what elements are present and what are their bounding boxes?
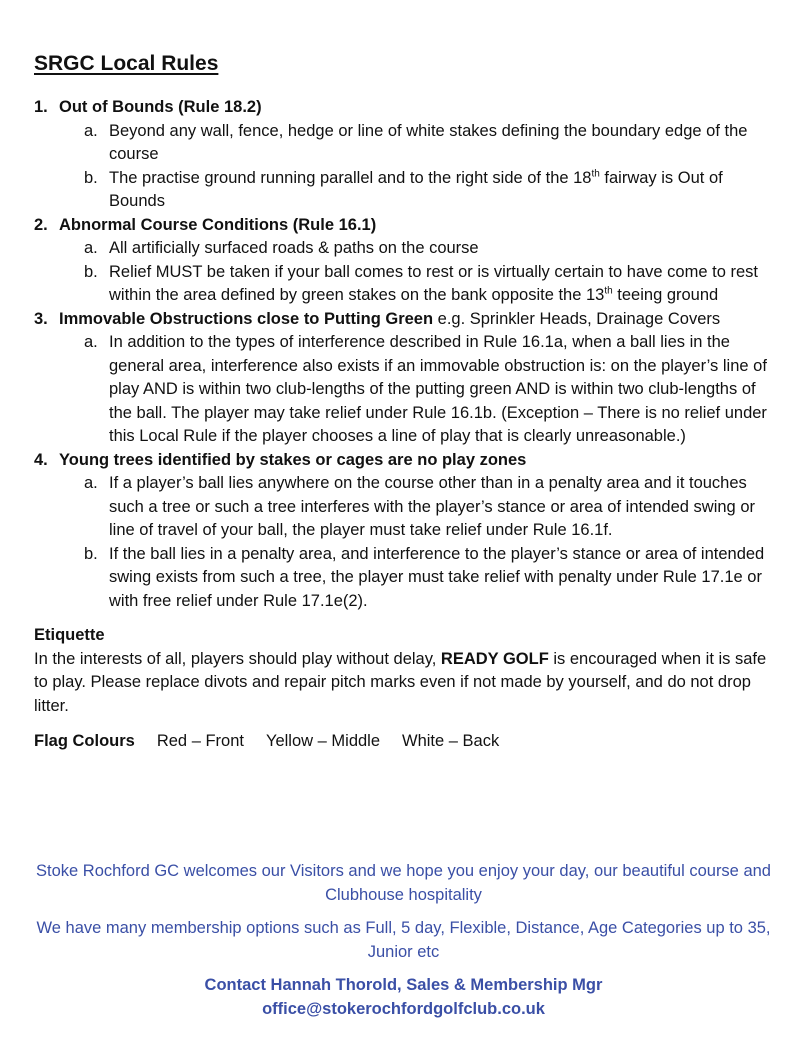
rule-title: Immovable Obstructions close to Putting Green e.g. Sprinkler Heads, Drainage Covers [59,309,721,328]
flag-colour-yellow: Yellow – Middle [265,732,381,750]
rule-number: 3. [34,309,48,328]
rule-title: Out of Bounds (Rule 18.2) [59,98,262,116]
sub-letter: a. [84,333,98,351]
sub-item [34,331,777,449]
rule-item [34,214,777,308]
sub-item [34,472,777,543]
rule-number: 4. [34,450,48,469]
page-title: SRGC Local Rules [34,52,219,75]
sub-letter: b. [84,168,98,187]
rule-number: 2. [34,215,48,234]
flag-colour-white: White – Back [402,732,500,750]
welcome-text: Stoke Rochford GC welcomes our Visitors and we hope you enjoy your day, our beautiful course and Clubhouse hospitality [36,862,771,904]
sub-item [34,120,777,167]
flag-colours [34,730,777,754]
sub-text: All artificially surfaced roads & paths on the course [109,239,479,257]
rule-item [34,308,777,449]
sub-text: In addition to the types of interference described in Rule 16.1a, when a ball lies in the general area, interference also exists if an immovable obstruction is: on the player’s line of play AND is within two club-lengths of the putting green AND is within two club-lengths of the ball. The player may take relief under Rule 16.1b. (Exception – There is no relief under this Local Rule if the player chooses a line of play that is clearly unreasonable.) [109,333,767,445]
sub-item [34,261,777,308]
flag-colour-red: Red – Front [156,732,244,750]
contact-email: office@stokerochfordgolfclub.co.uk [262,999,545,1018]
sub-item [34,167,777,214]
sub-text: If a player’s ball lies anywhere on the course other than in a penalty area and it touches such a tree or such a tree interferes with the player’s stance or area of intended swing or line of travel of your ball, the player must take relief under Rule 16.1f. [109,474,755,539]
contact-name: Contact Hannah Thorold, Sales & Membership Mgr [204,976,603,994]
etiquette-text: In the interests of all, players should play without delay, READY GOLF is encouraged when it is safe to play. Please replace divots and repair pitch marks even if not made by yourself, and do not drop litter. [34,649,767,715]
sub-letter: b. [84,262,98,281]
sub-item [34,237,777,261]
rule-item [34,449,777,614]
sub-list [34,237,777,308]
sub-letter: a. [84,121,98,140]
sub-text: If the ball lies in a penalty area, and interference to the player’s stance or area of intended swing exists from such a tree, the player must take relief with penalty under Rule 17.1e or with free relief under Rule 17.1e(2). [109,544,765,610]
sub-letter: a. [84,239,98,257]
rule-item [34,96,777,214]
sub-text: Beyond any wall, fence, hedge or line of white stakes defining the boundary edge of the course [109,121,748,163]
rule-number: 1. [34,98,48,116]
membership-text: We have many membership options such as Full, 5 day, Flexible, Distance, Age Categories up to 35, Junior etc [36,919,771,961]
flag-colours-label: Flag Colours [34,732,135,750]
rule-title: Abnormal Course Conditions (Rule 16.1) [59,215,377,234]
sub-list [34,120,777,214]
footer [0,860,807,1021]
sub-text: The practise ground running parallel and to the right side of the 18th fairway is Out of Bounds [109,168,723,210]
rule-title: Young trees identified by stakes or cages are no play zones [59,450,527,469]
sub-letter: b. [84,544,98,563]
sub-list [34,472,777,613]
sub-letter: a. [84,474,98,492]
sub-item [34,543,777,614]
rules-list [34,96,777,613]
sub-list [34,331,777,449]
etiquette-heading: Etiquette [34,626,105,644]
sub-text: Relief MUST be taken if your ball comes to rest or is virtually certain to have come to rest within the area defined by green stakes on the bank opposite the 13th teeing ground [109,262,758,304]
